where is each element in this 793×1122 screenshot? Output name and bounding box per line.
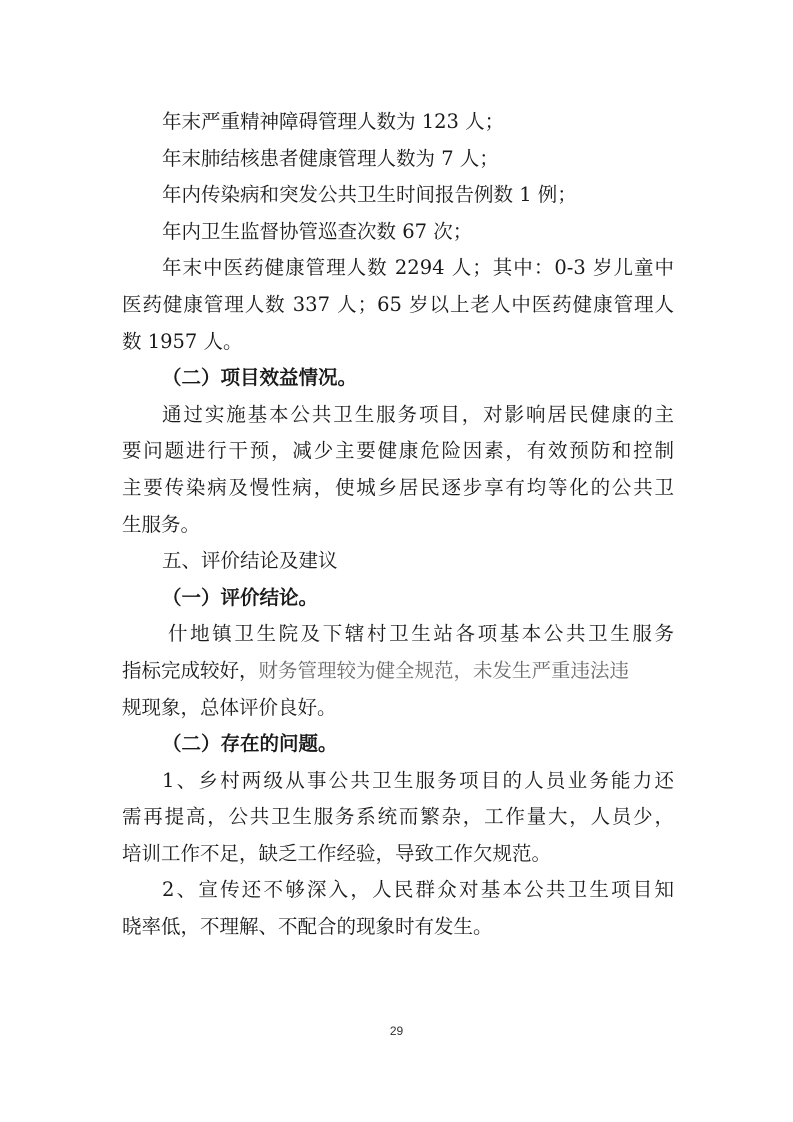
evaluation-paragraph-line-3: 规现象，总体评价良好。 xyxy=(122,695,337,719)
stat-line-mental: 年末严重精神障碍管理人数为 123 人； xyxy=(162,110,505,133)
section-heading-benefits: （二）项目效益情况。 xyxy=(162,366,358,390)
problem-2-line-2: 晓率低，不理解、不配合的现象时有发生。 xyxy=(122,915,493,939)
stat-line-tcm-1: 年末中医药健康管理人数 2294 人；其中：0-3 岁儿童中 xyxy=(162,256,674,280)
problem-2-line-1: 2、宣传还不够深入，人民群众对基本公共卫生项目知 xyxy=(162,878,674,902)
benefits-paragraph-line-3: 主要传染病及慢性病，使城乡居民逐步享有均等化的公共卫 xyxy=(122,475,674,499)
stat-line-tcm-2: 医药健康管理人数 337 人；65 岁以上老人中医药健康管理人 xyxy=(122,292,674,316)
benefits-paragraph-line-4: 生服务。 xyxy=(122,512,201,536)
problem-1-line-3: 培训工作不足，缺乏工作经验，导致工作欠规范。 xyxy=(122,841,552,865)
stat-line-epidemic: 年内传染病和突发公共卫生时间报告例数 1 例； xyxy=(162,183,577,207)
page-number: 29 xyxy=(389,1024,404,1038)
problem-1-line-2: 需再提高，公共卫生服务系统而繁杂，工作量大，人员少， xyxy=(122,805,674,829)
evaluation-text-finance: 财务管理较为健全规范，未发生严重违法违 xyxy=(258,658,630,682)
subsection-heading-evaluation: （一）评价结论。 xyxy=(162,585,319,609)
benefits-paragraph-line-1: 通过实施基本公共卫生服务项目，对影响居民健康的主 xyxy=(162,402,674,426)
stat-line-tcm-3: 数 1957 人。 xyxy=(122,329,243,353)
problem-1-line-1: 1、乡村两级从事公共卫生服务项目的人员业务能力还 xyxy=(162,768,674,792)
evaluation-paragraph-line-2 xyxy=(122,653,674,690)
subsection-heading-problems: （二）存在的问题。 xyxy=(162,732,338,756)
stat-line-tb: 年末肺结核患者健康管理人数为 7 人； xyxy=(162,146,499,170)
benefits-paragraph-line-2: 要问题进行干预，减少主要健康危险因素，有效预防和控制 xyxy=(122,439,674,463)
stat-line-inspection: 年内卫生监督协管巡查次数 67 次； xyxy=(162,219,473,243)
evaluation-paragraph-line-1: 什地镇卫生院及下辖村卫生站各项基本公共卫生服务 xyxy=(168,622,674,646)
section-heading-conclusions: 五、评价结论及建议 xyxy=(162,549,338,573)
body-text xyxy=(122,104,674,946)
evaluation-text-main: 指标完成较好， xyxy=(122,658,259,682)
